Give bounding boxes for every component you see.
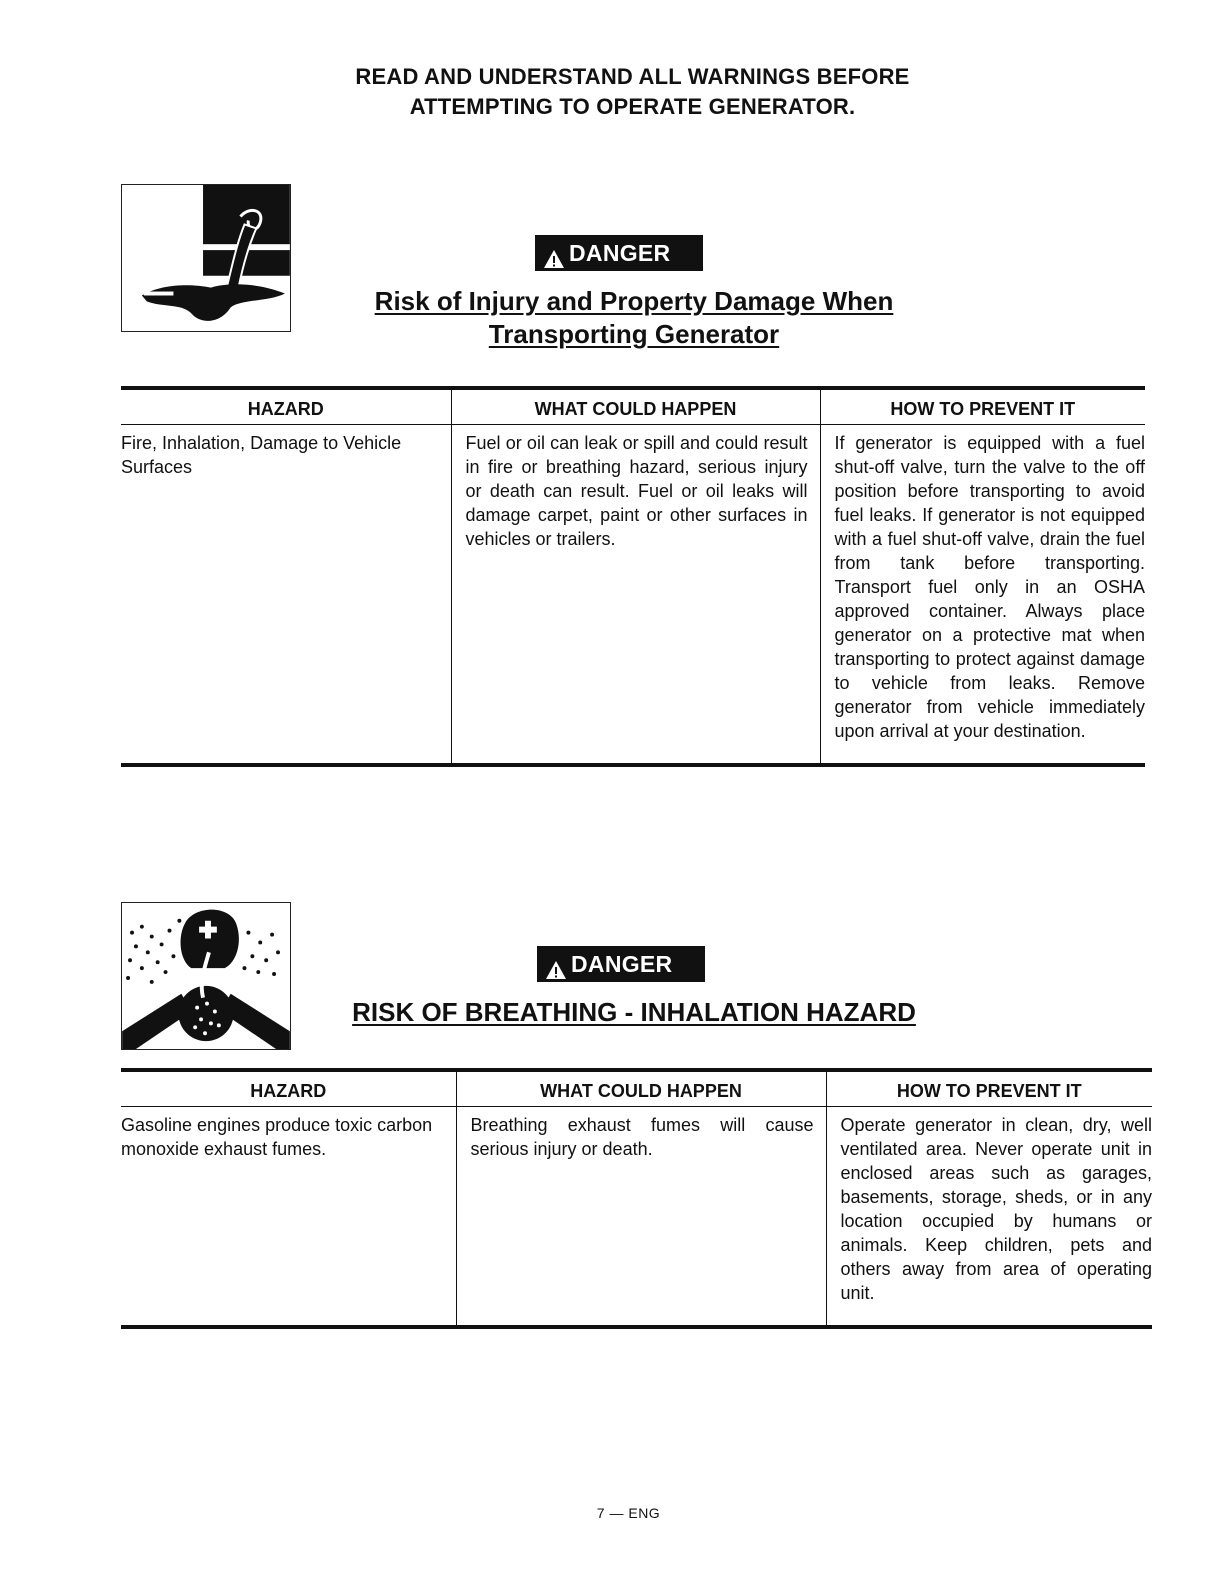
fuel-spill-icon [121,184,291,332]
table-row [121,425,1145,766]
hazard-cell: Fire, Inhalation, Damage to Vehicle Surfaces [121,433,402,477]
page-header [0,62,1210,122]
column-header-hazard: HAZARD [121,388,451,425]
header-line-2: ATTEMPTING TO OPERATE GENERATOR. [409,94,856,119]
column-header-what-could-happen: WHAT COULD HAPPEN [451,388,820,425]
table-header-row [121,1070,1152,1107]
danger-label: DANGER [569,240,671,266]
page-number: 7 — ENG [596,1505,661,1521]
column-header-what-could-happen: WHAT COULD HAPPEN [456,1070,826,1107]
hazard-table [121,1068,1152,1329]
what-could-happen-cell: Breathing exhaust fumes will cause serious injury or death. [456,1107,826,1328]
what-could-happen-cell: Fuel or oil can leak or spill and could result in fire or breathing hazard, serious injury or death can result. Fuel or oil leaks will damage carpet, paint or other surfaces in vehicles or trailers. [451,425,820,766]
inhalation-graphic [122,903,290,1049]
warning-triangle-icon [545,954,567,974]
warning-triangle-icon [543,243,565,263]
toxic-fumes-inhalation-icon [121,902,291,1050]
section-title-line-1: Risk of Injury and Property Damage When [374,286,894,316]
how-to-prevent-cell: If generator is equipped with a fuel shut-off valve, turn the valve to the off position before transporting to avoid fuel leaks. If generator is not equipped with a fuel shut-off valve, drain the fuel from tank before transporting. Transport fuel only in an OSHA approved container. Always place generator on a protective mat when transporting to protect against damage to vehicle from leaks. Remove generator from vehicle immediately upon arrival at your destination. [820,425,1145,766]
section-title-line-1: RISK OF BREATHING - INHALATION HAZARD [352,997,916,1027]
section-title [300,996,968,1029]
danger-badge [535,235,703,271]
danger-label: DANGER [571,951,673,977]
column-header-hazard: HAZARD [121,1070,456,1107]
header-line-1: READ AND UNDERSTAND ALL WARNINGS BEFORE [355,64,910,89]
fuel-spill-graphic [122,185,290,331]
section-title-line-2: Transporting Generator [488,319,780,349]
danger-badge [537,946,705,982]
table-row [121,1107,1152,1328]
column-header-how-to-prevent: HOW TO PREVENT IT [826,1070,1152,1107]
section-title [300,285,968,351]
column-header-how-to-prevent: HOW TO PREVENT IT [820,388,1145,425]
hazard-table [121,386,1145,767]
how-to-prevent-cell: Operate generator in clean, dry, well ventilated area. Never operate unit in enclosed areas such as garages, basements, storage, sheds, or in any location occupied by humans or animals. Keep children, pets and others away from area of operating unit. [826,1107,1152,1328]
table-header-row [121,388,1145,425]
hazard-cell: Gasoline engines produce toxic carbon monoxide exhaust fumes. [121,1115,433,1159]
